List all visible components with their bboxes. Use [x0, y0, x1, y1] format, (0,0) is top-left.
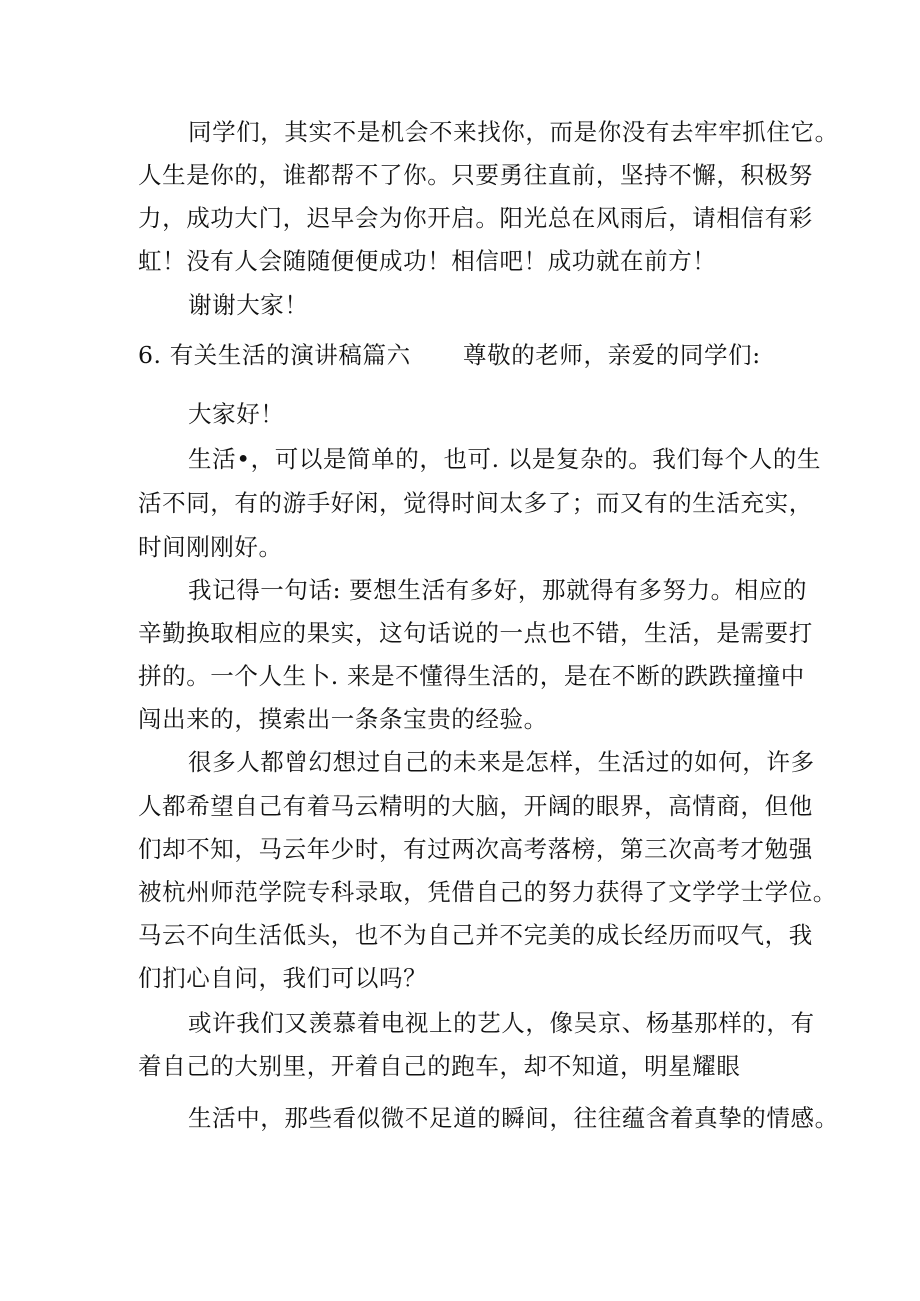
paragraph-line: 同学们，其实不是机会不来找你，而是你没有去牢牢抓住它。	[188, 118, 839, 146]
paragraph-line: 着自己的大别里，开着自己的跑车，却不知道，明星耀眼	[138, 1052, 741, 1080]
thanks-line: 谢谢大家！	[188, 291, 309, 319]
paragraph-line: 拼的。一个人生卜. 来是不懂得生活的，是在不断的跌跌撞撞中	[138, 662, 805, 690]
salutation: 尊敬的老师，亲爱的同学们:	[463, 341, 761, 369]
paragraph-line: 生活•，可以是简单的，也可. 以是复杂的。我们每个人的生	[188, 445, 822, 473]
paragraph-line: 活不同，有的游手好闲，觉得时间太多了；而又有的生活充实，	[138, 489, 813, 517]
paragraph-line: 闯出来的，摸索出一条条宝贵的经验。	[138, 705, 548, 733]
paragraph-line: 或许我们又羡慕着电视上的艺人，像吴京、杨基那样的，有	[188, 1009, 815, 1037]
paragraph-line: 们扪心自问，我们可以吗？	[138, 964, 428, 992]
paragraph-line: 人生是你的，谁都帮不了你。只要勇往直前，坚持不懈，积极努	[138, 161, 813, 189]
paragraph-line: 时间刚刚好。	[138, 533, 283, 561]
paragraph-line: 马云不向生活低头，也不为自己并不完美的成长经历而叹气，我	[138, 921, 813, 949]
paragraph-line: 被杭州师范学院专科录取，凭借自己的努力获得了文学学士学位。	[138, 878, 837, 906]
paragraph-line: 生活中，那些看似微不足道的瞬间，往往蕴含着真挚的情感。	[188, 1104, 839, 1132]
paragraph-line: 我记得一句话: 要想生活有多好，那就得有多努力。相应的	[188, 576, 808, 604]
paragraph-line: 们却不知，马云年少时，有过两次高考落榜，第三次高考才勉强	[138, 835, 813, 863]
paragraph-line: 辛勤换取相应的果实，这句话说的一点也不错，生活，是需要打	[138, 619, 813, 647]
paragraph-line: 人都希望自己有着马云精明的大脑，开阔的眼界，高情商，但他	[138, 792, 813, 820]
paragraph-line: 力，成功大门，迟早会为你开启。阳光总在风雨后，请相信有彩	[138, 204, 813, 232]
paragraph-line: 很多人都曾幻想过自己的未来是怎样，生活过的如何，许多	[188, 748, 815, 776]
paragraph-line: 虹！没有人会随随便便成功！相信吧！成功就在前方！	[138, 247, 717, 275]
greeting-line: 大家好！	[188, 400, 285, 428]
section-title: 6. 有关生活的演讲稿篇六	[138, 341, 411, 369]
